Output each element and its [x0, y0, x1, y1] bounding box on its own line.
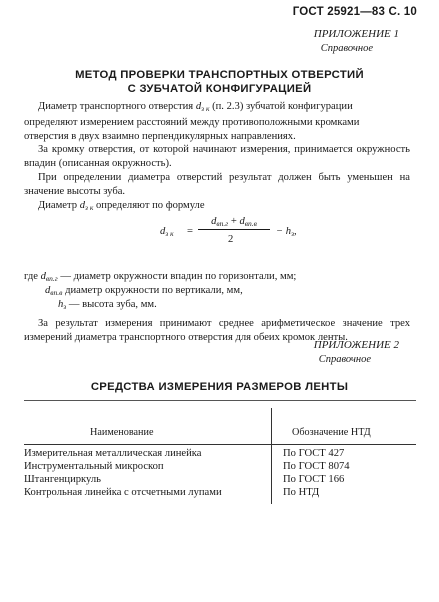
table-header-ntd: Обозначение НТД	[292, 427, 371, 438]
paragraph-1	[24, 100, 410, 144]
appendix1-title: ПРИЛОЖЕНИЕ 1	[313, 28, 399, 40]
table-row-name: Штангенциркуль	[24, 474, 101, 485]
paragraph-2: За кромку отверстия, от которой начинают измерения, принимается окружность впадин (описанная окружность).	[24, 144, 410, 169]
p1-text-d: отверстия в двух взаимно перпендикулярных направлениях.	[24, 131, 296, 142]
table-column-divider	[271, 408, 272, 504]
table-row-ntd: По ГОСТ 166	[283, 474, 345, 485]
page-header: ГОСТ 25921—83 С. 10	[292, 6, 417, 18]
formula-lhs: $d_{з к}$	[160, 226, 174, 238]
appendix2-title: ПРИЛОЖЕНИЕ 2	[313, 339, 399, 351]
p1-text-a: Диаметр транспортного отверстия	[38, 101, 194, 112]
formula-denominator: 2	[228, 234, 234, 245]
table-row-name: Инструментальный микроскоп	[24, 461, 164, 472]
definition-1: где $d_{вп.г}$ — диаметр окружности впадин по горизонтали, мм;	[24, 271, 297, 283]
paragraph-4: Диаметр $d_{з к}$ определяют по формуле	[38, 200, 205, 212]
table-row-ntd: По ГОСТ 427	[283, 448, 345, 459]
table-row-ntd: По НТД	[283, 487, 320, 498]
formula-eq: =	[187, 226, 193, 237]
table-header-name: Наименование	[90, 427, 154, 438]
paragraph-3: При определении диаметра отверстий результат должен быть уменьшен на значение высоты зуба.	[24, 172, 410, 197]
appendix1-subtitle: Справочное	[320, 43, 373, 54]
table-row-name: Контрольная линейка с отсчетными лупами	[24, 487, 222, 498]
appendix1-heading-line1: МЕТОД ПРОВЕРКИ ТРАНСПОРТНЫХ ОТВЕРСТИЙ	[75, 69, 364, 81]
table-header-rule	[24, 444, 416, 445]
table-top-rule	[24, 400, 416, 401]
symbol-d-zk-2: $d_{з к}$	[79, 200, 94, 212]
formula-numerator: $d_{вп.г} + d_{вп.в}$	[198, 216, 270, 230]
p1-text-b: (п. 2.3) зубчатой конфигурации	[212, 101, 353, 112]
p1-text-c: определяют измерением расстояний между противоположными кромками	[24, 117, 360, 128]
appendix2-subtitle: Справочное	[318, 354, 371, 365]
table-row-name: Измерительная металлическая линейка	[24, 448, 202, 459]
table-row-ntd: По ГОСТ 8074	[283, 461, 350, 472]
appendix2-heading: СРЕДСТВА ИЗМЕРЕНИЯ РАЗМЕРОВ ЛЕНТЫ	[90, 381, 349, 393]
definition-2: $d_{вп.в}$ диаметр окружности по вертикали, мм,	[45, 285, 243, 297]
formula-minus-hz: − $h_з$,	[276, 226, 297, 238]
symbol-d-zk: $d_{з к}$	[195, 101, 210, 113]
definition-3: $h_з$ — высота зуба, мм.	[58, 299, 157, 311]
paragraph-5: За результат измерения принимают среднее арифметическое значение трех измерений диаметра транспортного отверстия для обеих кромок ленты.	[24, 318, 410, 343]
appendix1-heading-line2: С ЗУБЧАТОЙ КОНФИГУРАЦИЕЙ	[127, 83, 312, 95]
